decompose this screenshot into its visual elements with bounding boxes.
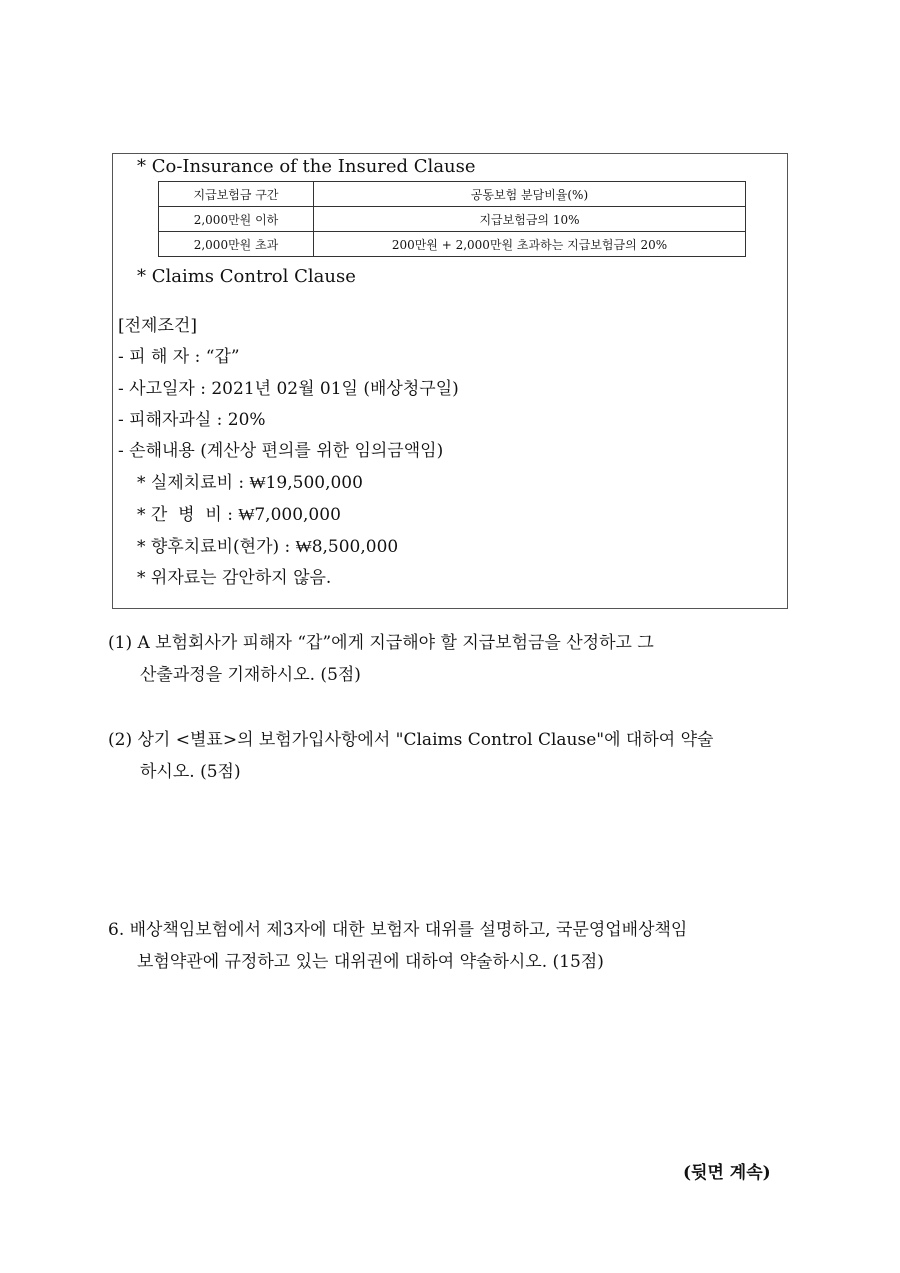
coinsurance-clause-title: * Co-Insurance of the Insured Clause (137, 156, 476, 177)
loss-item: * 간 병 비 : ₩7,000,000 (137, 505, 341, 525)
table-row (159, 207, 746, 232)
loss-item: * 향후치료비(현가) : ₩8,500,000 (137, 537, 399, 557)
table-header-row (159, 182, 746, 207)
loss-item: * 위자료는 감안하지 않음. (137, 568, 332, 588)
question-2-line-2: 하시오. (5점) (140, 762, 241, 782)
table-header-cell: 공동보험 분담비율(%) (314, 182, 746, 207)
table-row (159, 232, 746, 257)
loss-item: * 실제치료비 : ₩19,500,000 (137, 473, 363, 493)
question-2-line-1: (2) 상기 <별표>의 보험가입사항에서 "Claims Control Clause"에 대하여 약술 (108, 730, 714, 750)
question-1-line-1: (1) A 보험회사가 피해자 “갑”에게 지급해야 할 지급보험금을 산정하고 그 (108, 633, 654, 653)
question-6-line-1: 6. 배상책임보험에서 제3자에 대한 보험자 대위를 설명하고, 국문영업배상책임 (108, 920, 688, 940)
conditions-title: [전제조건] (118, 316, 197, 336)
condition-line: - 피 해 자 : “갑” (118, 347, 240, 367)
claims-control-clause: * Claims Control Clause (137, 266, 356, 287)
table-cell: 2,000만원 초과 (159, 232, 314, 257)
condition-line: - 피해자과실 : 20% (118, 410, 266, 430)
table-header-cell: 지급보험금 구간 (159, 182, 314, 207)
coinsurance-table (158, 181, 746, 257)
question-6-line-2: 보험약관에 규정하고 있는 대위권에 대하여 약술하시오. (15점) (137, 952, 604, 972)
condition-line: - 손해내용 (계산상 편의를 위한 임의금액임) (118, 441, 444, 461)
table-cell: 지급보험금의 10% (314, 207, 746, 232)
table-cell: 200만원 + 2,000만원 초과하는 지급보험금의 20% (314, 232, 746, 257)
table-cell: 2,000만원 이하 (159, 207, 314, 232)
condition-line: - 사고일자 : 2021년 02월 01일 (배상청구일) (118, 379, 459, 399)
question-1-line-2: 산출과정을 기재하시오. (5점) (140, 665, 361, 685)
continued-footer: (뒷면 계속) (683, 1163, 771, 1183)
